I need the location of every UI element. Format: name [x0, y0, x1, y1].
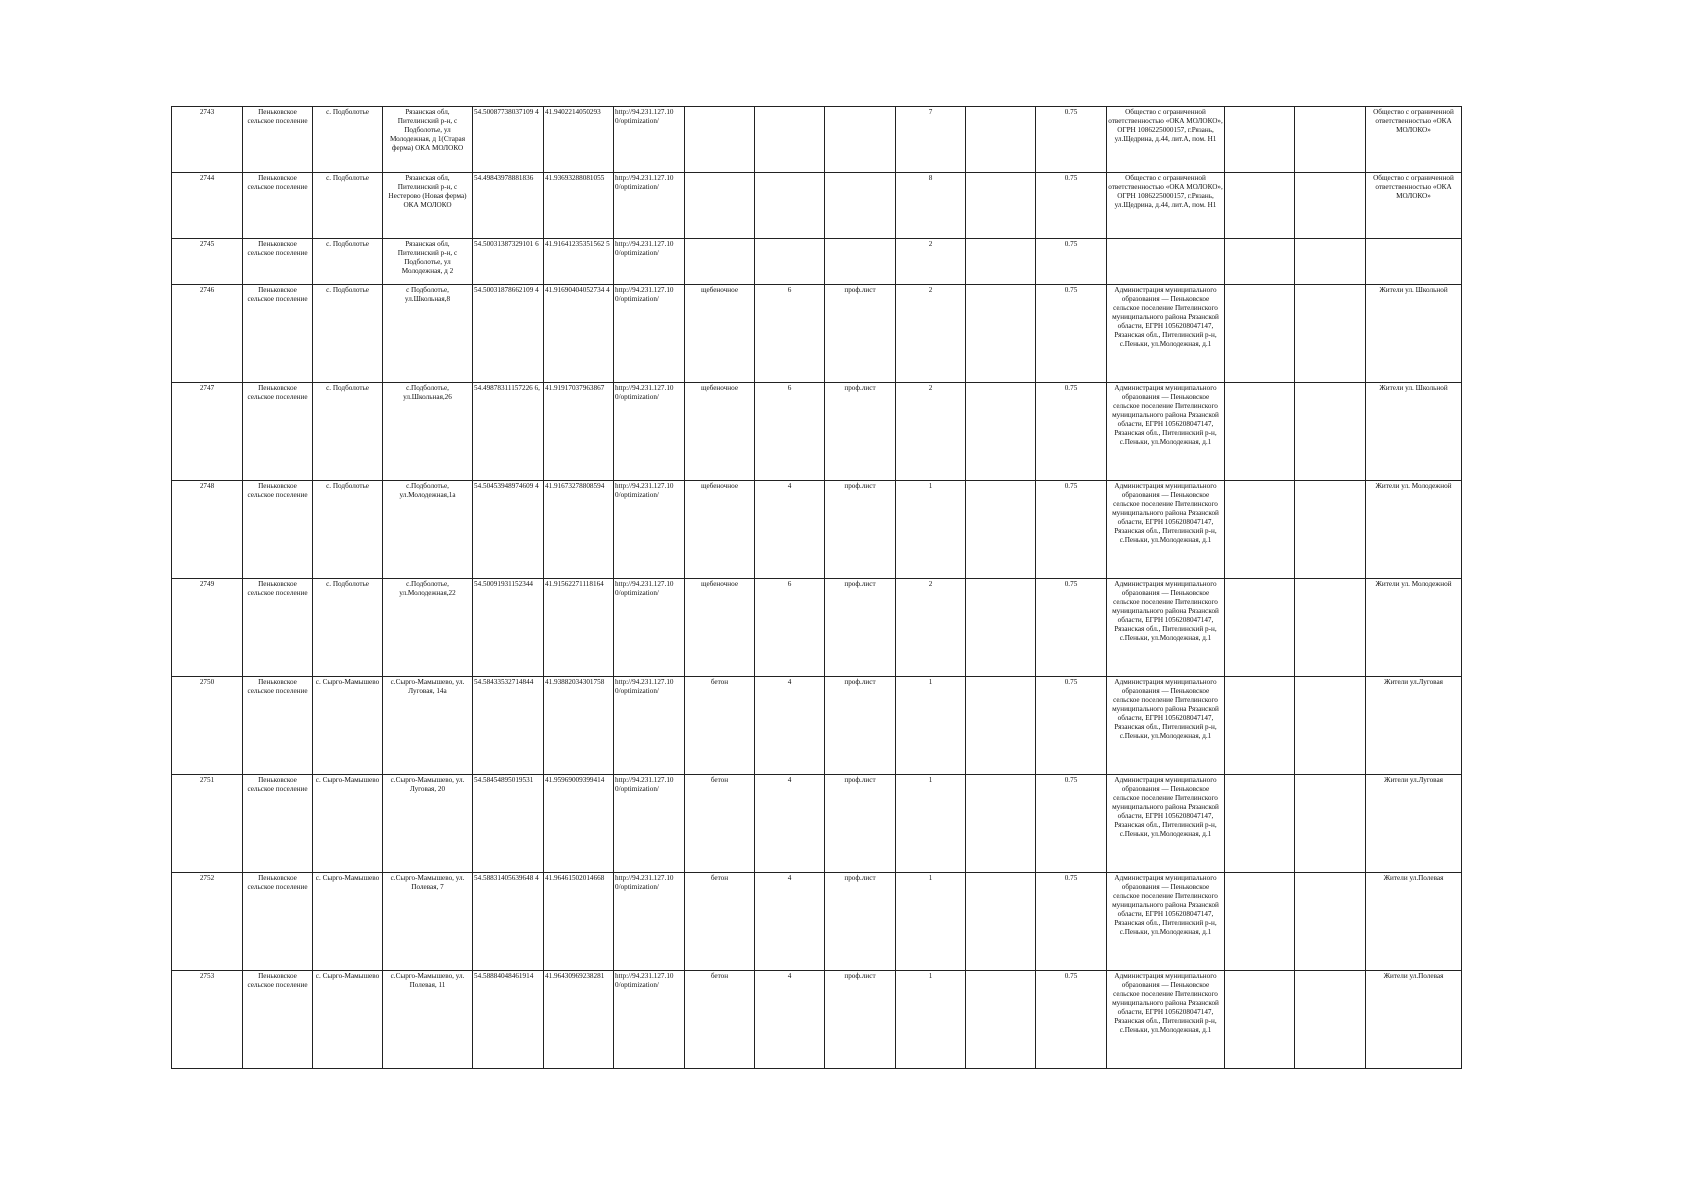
- empty-cell: [1225, 579, 1295, 677]
- containers-cell: 2: [896, 285, 966, 383]
- table-row: [172, 579, 1462, 677]
- table-row: [172, 971, 1462, 1069]
- owner-cell: Администрация муниципального образования — Пеньковское сельское поселение Пителинского муниципального района Рязанской области, ЕГРН 1056208047147, Рязанская обл., Пителинский р-н, с.Пеньки, ул.Молодежная, д.1: [1107, 579, 1225, 677]
- area-cell: 4: [755, 873, 825, 971]
- url-cell: http://94.231.127.10 0/optimization/: [614, 971, 685, 1069]
- fence-cell: проф.лист: [825, 775, 896, 873]
- village-cell: с. Подболотье: [313, 383, 383, 481]
- volume-cell: 0.75: [1036, 971, 1107, 1069]
- empty-cell: [1225, 239, 1295, 285]
- empty-cell: [1225, 971, 1295, 1069]
- containers-cell: 2: [896, 579, 966, 677]
- fence-cell: проф.лист: [825, 579, 896, 677]
- fence-cell: [825, 107, 896, 173]
- containers-cell: 2: [896, 383, 966, 481]
- latitude-cell: 54.50031387329101 6: [473, 239, 544, 285]
- empty-cell: [1225, 173, 1295, 239]
- longitude-cell: 41.96461502014668: [544, 873, 614, 971]
- owner-cell: Администрация муниципального образования — Пеньковское сельское поселение Пителинского муниципального района Рязанской области, ЕГРН 1056208047147, Рязанская обл., Пителинский р-н, с.Пеньки, ул.Молодежная, д.1: [1107, 285, 1225, 383]
- empty-cell: [1295, 239, 1366, 285]
- longitude-cell: 41.96430969238281: [544, 971, 614, 1069]
- fence-cell: проф.лист: [825, 481, 896, 579]
- village-cell: с. Сырго-Мамышево: [313, 775, 383, 873]
- latitude-cell: 54.58433532714844: [473, 677, 544, 775]
- surface-cell: бетон: [685, 873, 755, 971]
- longitude-cell: 41.95969009399414: [544, 775, 614, 873]
- empty-cell: [1225, 107, 1295, 173]
- url-cell: http://94.231.127.10 0/optimization/: [614, 285, 685, 383]
- row-number-cell: 2746: [172, 285, 243, 383]
- surface-cell: [685, 173, 755, 239]
- row-number-cell: 2753: [172, 971, 243, 1069]
- village-cell: с. Подболотье: [313, 173, 383, 239]
- volume-cell: 0.75: [1036, 239, 1107, 285]
- latitude-cell: 54.50031878662109 4: [473, 285, 544, 383]
- users-cell: Общество с ограниченной ответственностью «ОКА МОЛОКО»: [1366, 173, 1462, 239]
- empty-cell: [1225, 873, 1295, 971]
- empty-cell: [1295, 579, 1366, 677]
- table-row: [172, 775, 1462, 873]
- surface-cell: щебеночное: [685, 383, 755, 481]
- latitude-cell: 54.49843978881836: [473, 173, 544, 239]
- empty-cell: [1295, 873, 1366, 971]
- row-number-cell: 2748: [172, 481, 243, 579]
- empty-cell: [1295, 173, 1366, 239]
- empty-cell: [1295, 383, 1366, 481]
- address-cell: с.Подболотье, ул.Молодежная,1а: [383, 481, 473, 579]
- village-cell: с. Подболотье: [313, 579, 383, 677]
- empty-cell: [1225, 481, 1295, 579]
- owner-cell: Общество с ограниченной ответственностью «ОКА МОЛОКО», ОГРН 1086225000157, г.Рязань, ул.Щедрина, д.44, лит.А, пом. Н1: [1107, 173, 1225, 239]
- volume-cell: 0.75: [1036, 579, 1107, 677]
- settlement-cell: Пеньковское сельское поселение: [243, 383, 313, 481]
- containers-cell: 1: [896, 775, 966, 873]
- settlement-cell: Пеньковское сельское поселение: [243, 677, 313, 775]
- owner-cell: Общество с ограниченной ответственностью «ОКА МОЛОКО», ОГРН 1086225000157, г.Рязань, ул.Щедрина, д.44, лит.А, пом. Н1: [1107, 107, 1225, 173]
- latitude-cell: 54.50087738037109 4: [473, 107, 544, 173]
- address-cell: Рязанская обл, Пителинский р-н, с Подболотье, ул Молодежная, д 1(Старая ферма) ОКА МОЛОКО: [383, 107, 473, 173]
- area-cell: 4: [755, 775, 825, 873]
- volume-cell: 0.75: [1036, 481, 1107, 579]
- longitude-cell: 41.91917037963867: [544, 383, 614, 481]
- empty-cell: [1225, 285, 1295, 383]
- containers-cell: 7: [896, 107, 966, 173]
- address-cell: с.Сырго-Мамышево, ул. Луговая, 14а: [383, 677, 473, 775]
- area-cell: 6: [755, 285, 825, 383]
- address-cell: с.Сырго-Мамышево, ул. Полевая, 7: [383, 873, 473, 971]
- table-row: [172, 173, 1462, 239]
- empty-cell: [1295, 971, 1366, 1069]
- settlement-cell: Пеньковское сельское поселение: [243, 481, 313, 579]
- empty-cell: [1225, 383, 1295, 481]
- containers-cell: 1: [896, 481, 966, 579]
- fence-cell: проф.лист: [825, 971, 896, 1069]
- empty-cell: [1225, 775, 1295, 873]
- village-cell: с. Подболотье: [313, 285, 383, 383]
- owner-cell: Администрация муниципального образования — Пеньковское сельское поселение Пителинского муниципального района Рязанской области, ЕГРН 1056208047147, Рязанская обл., Пителинский р-н, с.Пеньки, ул.Молодежная, д.1: [1107, 481, 1225, 579]
- empty-cell: [1295, 775, 1366, 873]
- fence-cell: проф.лист: [825, 383, 896, 481]
- owner-cell: [1107, 239, 1225, 285]
- url-cell: http://94.231.127.10 0/optimization/: [614, 383, 685, 481]
- users-cell: Жители ул. Молодежной: [1366, 481, 1462, 579]
- containers-cell: 1: [896, 971, 966, 1069]
- area-cell: [755, 239, 825, 285]
- empty-cell: [966, 173, 1036, 239]
- row-number-cell: 2751: [172, 775, 243, 873]
- latitude-cell: 54.58884048461914: [473, 971, 544, 1069]
- settlement-cell: Пеньковское сельское поселение: [243, 173, 313, 239]
- area-cell: 4: [755, 481, 825, 579]
- address-cell: с.Подболотье, ул.Молодежная,22: [383, 579, 473, 677]
- empty-cell: [1295, 677, 1366, 775]
- empty-cell: [1295, 481, 1366, 579]
- empty-cell: [966, 579, 1036, 677]
- fence-cell: [825, 239, 896, 285]
- address-cell: с Подболотье, ул.Школьная,8: [383, 285, 473, 383]
- table-row: [172, 383, 1462, 481]
- longitude-cell: 41.91690404052734 4: [544, 285, 614, 383]
- url-cell: http://94.231.127.10 0/optimization/: [614, 107, 685, 173]
- url-cell: http://94.231.127.10 0/optimization/: [614, 677, 685, 775]
- village-cell: с. Сырго-Мамышево: [313, 971, 383, 1069]
- empty-cell: [966, 775, 1036, 873]
- address-cell: с.Подболотье, ул.Школьная,26: [383, 383, 473, 481]
- empty-cell: [966, 239, 1036, 285]
- containers-cell: 1: [896, 677, 966, 775]
- url-cell: http://94.231.127.10 0/optimization/: [614, 239, 685, 285]
- url-cell: http://94.231.127.10 0/optimization/: [614, 775, 685, 873]
- users-cell: Жители ул.Полевая: [1366, 971, 1462, 1069]
- volume-cell: 0.75: [1036, 173, 1107, 239]
- area-cell: 6: [755, 383, 825, 481]
- empty-cell: [966, 677, 1036, 775]
- users-cell: Общество с ограниченной ответственностью «ОКА МОЛОКО»: [1366, 107, 1462, 173]
- volume-cell: 0.75: [1036, 677, 1107, 775]
- empty-cell: [966, 873, 1036, 971]
- table-row: [172, 107, 1462, 173]
- table-row: [172, 481, 1462, 579]
- empty-cell: [966, 971, 1036, 1069]
- users-cell: [1366, 239, 1462, 285]
- surface-cell: щебеночное: [685, 579, 755, 677]
- row-number-cell: 2743: [172, 107, 243, 173]
- owner-cell: Администрация муниципального образования — Пеньковское сельское поселение Пителинского муниципального района Рязанской области, ЕГРН 1056208047147, Рязанская обл., Пителинский р-н, с.Пеньки, ул.Молодежная, д.1: [1107, 971, 1225, 1069]
- latitude-cell: 54.58454895019531: [473, 775, 544, 873]
- longitude-cell: 41.9402214050293: [544, 107, 614, 173]
- owner-cell: Администрация муниципального образования — Пеньковское сельское поселение Пителинского муниципального района Рязанской области, ЕГРН 1056208047147, Рязанская обл., Пителинский р-н, с.Пеньки, ул.Молодежная, д.1: [1107, 775, 1225, 873]
- empty-cell: [966, 383, 1036, 481]
- volume-cell: 0.75: [1036, 775, 1107, 873]
- users-cell: Жители ул.Луговая: [1366, 677, 1462, 775]
- containers-cell: 2: [896, 239, 966, 285]
- surface-cell: бетон: [685, 971, 755, 1069]
- address-cell: с.Сырго-Мамышево, ул. Луговая, 20: [383, 775, 473, 873]
- table-row: [172, 239, 1462, 285]
- latitude-cell: 54.49878311157226 6,: [473, 383, 544, 481]
- row-number-cell: 2745: [172, 239, 243, 285]
- settlement-cell: Пеньковское сельское поселение: [243, 873, 313, 971]
- empty-cell: [1295, 107, 1366, 173]
- settlement-cell: Пеньковское сельское поселение: [243, 579, 313, 677]
- users-cell: Жители ул. Школьной: [1366, 285, 1462, 383]
- row-number-cell: 2744: [172, 173, 243, 239]
- village-cell: с. Подболотье: [313, 481, 383, 579]
- table-row: [172, 677, 1462, 775]
- empty-cell: [1225, 677, 1295, 775]
- containers-cell: 1: [896, 873, 966, 971]
- url-cell: http://94.231.127.10 0/optimization/: [614, 873, 685, 971]
- row-number-cell: 2750: [172, 677, 243, 775]
- volume-cell: 0.75: [1036, 285, 1107, 383]
- row-number-cell: 2752: [172, 873, 243, 971]
- users-cell: Жители ул. Молодежной: [1366, 579, 1462, 677]
- address-cell: с.Сырго-Мамышево, ул. Полевая, 11: [383, 971, 473, 1069]
- village-cell: с. Сырго-Мамышево: [313, 677, 383, 775]
- surface-cell: щебеночное: [685, 481, 755, 579]
- longitude-cell: 41.93882034301758: [544, 677, 614, 775]
- volume-cell: 0.75: [1036, 107, 1107, 173]
- address-cell: Рязанская обл, Пителинский р-н, с Нестерово (Новая ферма) ОКА МОЛОКО: [383, 173, 473, 239]
- longitude-cell: 41.91673278808594: [544, 481, 614, 579]
- settlement-cell: Пеньковское сельское поселение: [243, 971, 313, 1069]
- owner-cell: Администрация муниципального образования — Пеньковское сельское поселение Пителинского муниципального района Рязанской области, ЕГРН 1056208047147, Рязанская обл., Пителинский р-н, с.Пеньки, ул.Молодежная, д.1: [1107, 873, 1225, 971]
- surface-cell: [685, 239, 755, 285]
- longitude-cell: 41.93693288081055: [544, 173, 614, 239]
- empty-cell: [1295, 285, 1366, 383]
- longitude-cell: 41.91641235351562 5: [544, 239, 614, 285]
- settlement-cell: Пеньковское сельское поселение: [243, 775, 313, 873]
- url-cell: http://94.231.127.10 0/optimization/: [614, 579, 685, 677]
- settlement-cell: Пеньковское сельское поселение: [243, 239, 313, 285]
- area-cell: 6: [755, 579, 825, 677]
- village-cell: с. Подболотье: [313, 107, 383, 173]
- surface-cell: щебеночное: [685, 285, 755, 383]
- row-number-cell: 2749: [172, 579, 243, 677]
- settlement-cell: Пеньковское сельское поселение: [243, 107, 313, 173]
- volume-cell: 0.75: [1036, 873, 1107, 971]
- surface-cell: бетон: [685, 775, 755, 873]
- row-number-cell: 2747: [172, 383, 243, 481]
- fence-cell: проф.лист: [825, 677, 896, 775]
- area-cell: [755, 173, 825, 239]
- area-cell: [755, 107, 825, 173]
- fence-cell: проф.лист: [825, 285, 896, 383]
- village-cell: с. Сырго-Мамышево: [313, 873, 383, 971]
- empty-cell: [966, 285, 1036, 383]
- table-row: [172, 873, 1462, 971]
- latitude-cell: 54.50453948974609 4: [473, 481, 544, 579]
- table-row: [172, 285, 1462, 383]
- url-cell: http://94.231.127.10 0/optimization/: [614, 173, 685, 239]
- surface-cell: [685, 107, 755, 173]
- users-cell: Жители ул.Луговая: [1366, 775, 1462, 873]
- registry-table: [171, 106, 1462, 1069]
- latitude-cell: 54.50091931152344: [473, 579, 544, 677]
- fence-cell: проф.лист: [825, 873, 896, 971]
- containers-cell: 8: [896, 173, 966, 239]
- area-cell: 4: [755, 971, 825, 1069]
- url-cell: http://94.231.127.10 0/optimization/: [614, 481, 685, 579]
- owner-cell: Администрация муниципального образования — Пеньковское сельское поселение Пителинского муниципального района Рязанской области, ЕГРН 1056208047147, Рязанская обл., Пителинский р-н, с.Пеньки, ул.Молодежная, д.1: [1107, 383, 1225, 481]
- users-cell: Жители ул. Школьной: [1366, 383, 1462, 481]
- fence-cell: [825, 173, 896, 239]
- empty-cell: [966, 107, 1036, 173]
- longitude-cell: 41.91562271118164: [544, 579, 614, 677]
- latitude-cell: 54.58831405639648 4: [473, 873, 544, 971]
- volume-cell: 0.75: [1036, 383, 1107, 481]
- area-cell: 4: [755, 677, 825, 775]
- owner-cell: Администрация муниципального образования — Пеньковское сельское поселение Пителинского муниципального района Рязанской области, ЕГРН 1056208047147, Рязанская обл., Пителинский р-н, с.Пеньки, ул.Молодежная, д.1: [1107, 677, 1225, 775]
- village-cell: с. Подболотье: [313, 239, 383, 285]
- surface-cell: бетон: [685, 677, 755, 775]
- empty-cell: [966, 481, 1036, 579]
- settlement-cell: Пеньковское сельское поселение: [243, 285, 313, 383]
- address-cell: Рязанская обл, Пителинский р-н, с Подболотье, ул Молодежная, д 2: [383, 239, 473, 285]
- users-cell: Жители ул.Полевая: [1366, 873, 1462, 971]
